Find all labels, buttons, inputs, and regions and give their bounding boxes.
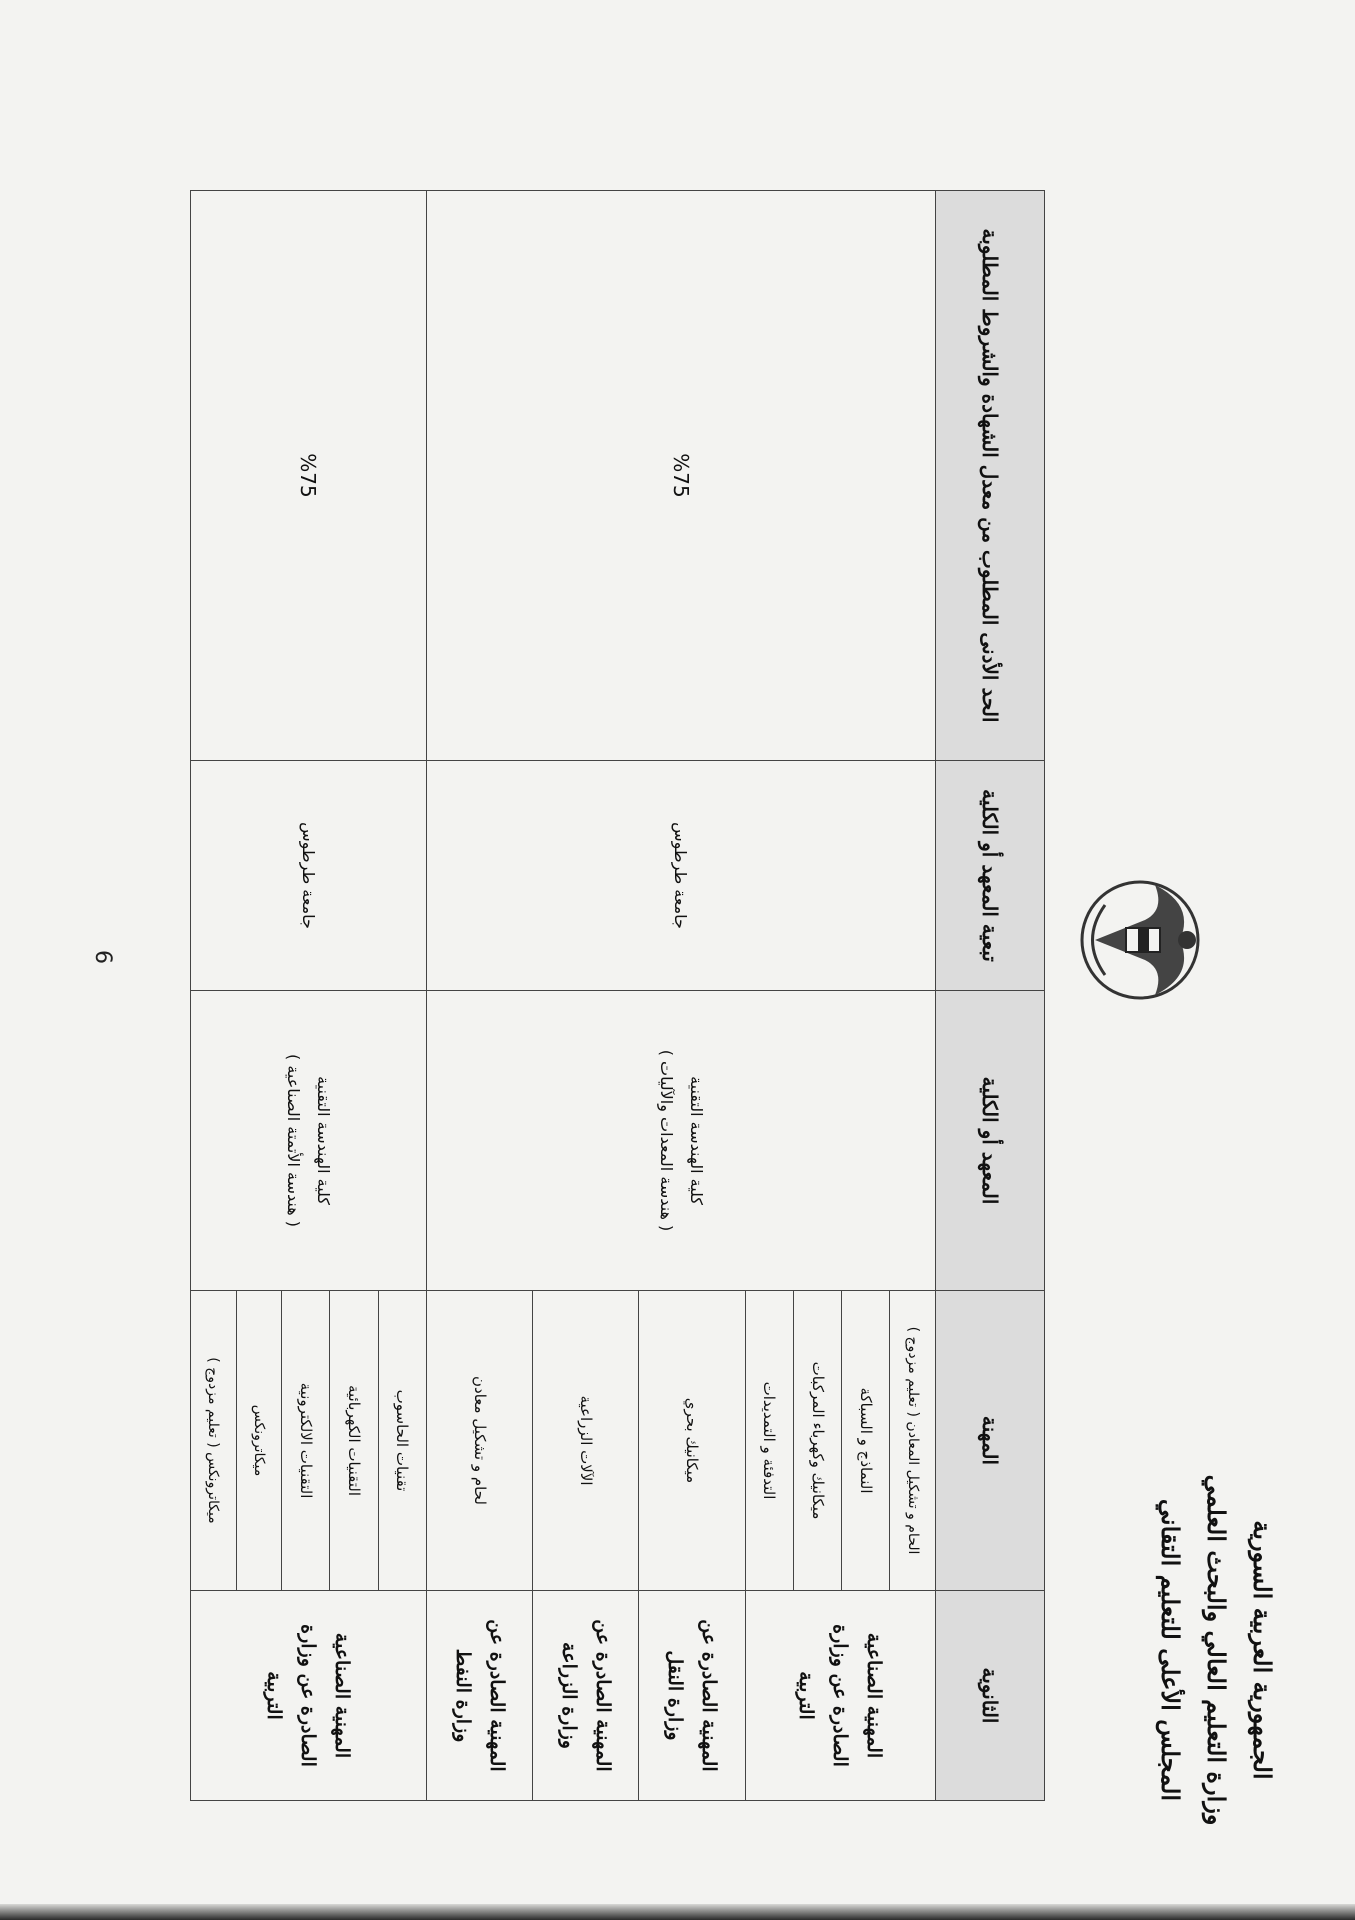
profession-cell: ميكاترونكس ( تعليم مزدوج ) — [191, 1291, 237, 1591]
table-row — [378, 191, 426, 1801]
eagle-emblem-icon — [1065, 865, 1215, 1015]
scan-edge — [0, 1904, 1355, 1920]
profession-cell: ميكاترونكس — [236, 1291, 282, 1591]
header-line-1: الجمهورية العربية السورية — [1248, 1520, 1277, 1780]
header-profession: المهنة — [936, 1291, 1045, 1591]
institute-cell — [426, 991, 935, 1291]
header-affiliation: تبعية المعهد أو الكلية — [936, 761, 1045, 991]
institute-name: كلية الهندسة التقنية — [314, 1076, 334, 1205]
header-institute: المعهد أو الكلية — [936, 991, 1045, 1291]
institute-department: ( هندسة المعدات والآليات ) — [657, 1049, 676, 1232]
min-average-cell: %75 — [426, 191, 935, 761]
page-number: 6 — [90, 950, 115, 964]
secondary-cell: المهنية الصناعية الصادرة عن وزارة التربية — [745, 1591, 935, 1801]
institute-name: كلية الهندسة التقنية — [687, 1076, 706, 1205]
header-line-2: وزارة التعليم العالي والبحث العلمي — [1202, 1474, 1231, 1826]
institute-department: ( هندسة الأتمتة الصناعية ) — [284, 1053, 304, 1227]
header-min-average: الحد الأدنى المطلوب من معدل الشهادة والشروط المطلوبة — [936, 191, 1045, 761]
profession-cell: الآلات الزراعية — [533, 1291, 639, 1591]
profession-cell: التقنيات الالكترونية — [282, 1291, 330, 1591]
secondary-cell: المهنية الصادرة عن وزارة النفط — [426, 1591, 532, 1801]
profession-cell: التدفئة و التمديدات — [745, 1291, 793, 1591]
secondary-cell: المهنية الصادرة عن وزارة الزراعة — [533, 1591, 639, 1801]
letterhead — [1147, 1420, 1285, 1880]
header-line-3: المجلس الأعلى للتعليم التقاني — [1156, 1498, 1185, 1802]
header-secondary: الثانوية — [936, 1591, 1045, 1801]
affiliation-cell: جامعة طرطوس — [191, 761, 427, 991]
profession-cell: ميكانيك وكهرباء المركبات — [793, 1291, 841, 1591]
secondary-cell: المهنية الصناعية الصادرة عن وزارة التربية — [191, 1591, 427, 1801]
admission-table — [190, 190, 1045, 1801]
table-row — [890, 191, 936, 1801]
profession-cell: التقنيات الكهربائية — [330, 1291, 378, 1591]
affiliation-cell: جامعة طرطوس — [426, 761, 935, 991]
table-header-row — [936, 191, 1045, 1801]
profession-cell: النماذج و السباكة — [842, 1291, 890, 1591]
min-average-cell: %75 — [191, 191, 427, 761]
secondary-cell: المهنية الصادرة عن وزارة النقل — [639, 1591, 745, 1801]
profession-cell: ميكانيك بحري — [639, 1291, 745, 1591]
institute-cell — [191, 991, 427, 1291]
profession-cell: تقنيات الحاسوب — [378, 1291, 426, 1591]
profession-cell: الحام و تشكيل المعادن ( تعليم مزدوج ) — [890, 1291, 936, 1591]
profession-cell: لحام و تشكيل معادن — [426, 1291, 532, 1591]
